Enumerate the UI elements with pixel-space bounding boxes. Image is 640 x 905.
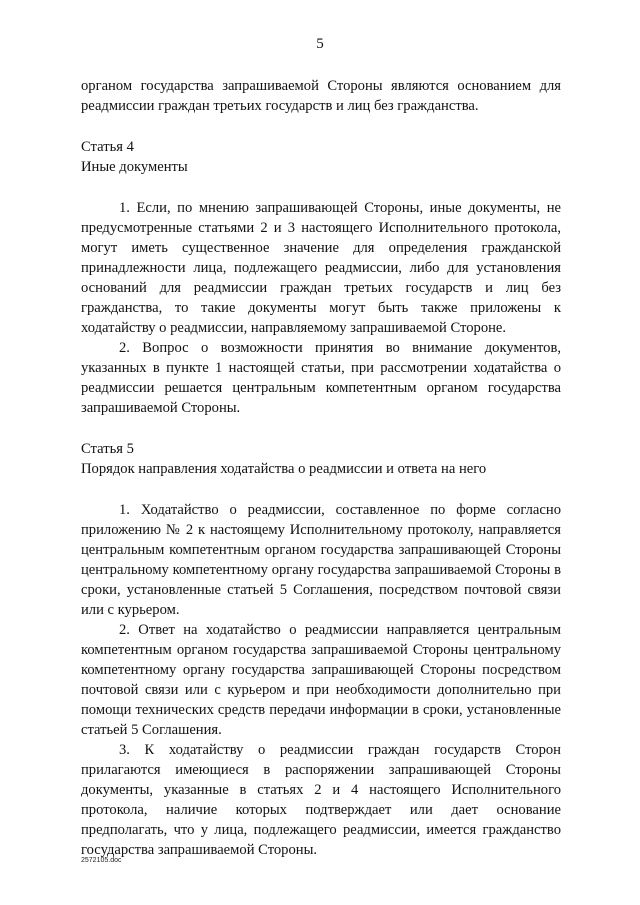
intro-paragraph: органом государства запрашиваемой Стороны являются основанием для реадмиссии граждан третьих государств и лиц без гражданства. (81, 78, 561, 114)
page-number: 5 (316, 36, 324, 52)
document-filename: 2572105.doc (81, 857, 122, 864)
article-5-paragraph-3: 3. К ходатайству о реадмиссии граждан государств Сторон прилагаются имеющиеся в распоряжении запрашивающей Стороны документы, указанные в статьях 2 и 4 настоящего Исполнительного протокола, наличие которых подтверждает или дает основание предполагать, что у лица, подлежащего реадмиссии, имеется гражданство государства запрашиваемой Стороны. (81, 742, 561, 858)
article-5-heading (81, 439, 561, 479)
article-5-number: Статья 5 (81, 441, 134, 457)
article-5-paragraph-1: 1. Ходатайство о реадмиссии, составленное по форме согласно приложению № 2 к настоящему Исполнительному протоколу, направляется центральным компетентным органом государства запрашивающей Стороны центральному компетентному органу государства запрашиваемой Стороны в сроки, установленные статьей 5 Соглашения, посредством почтовой связи или с курьером. (81, 502, 561, 618)
article-4-title: Иные документы (81, 159, 188, 175)
article-5-paragraph-2: 2. Ответ на ходатайство о реадмиссии направляется центральным компетентным органом государства запрашиваемой Стороны центральному компетентному органу государства запрашивающей Стороны посредством почтовой связи или с курьером и при необходимости дополнительно при помощи технических средств передачи информации в сроки, установленные статьей 5 Соглашения. (81, 622, 561, 738)
article-4-paragraph-1: 1. Если, по мнению запрашивающей Стороны, иные документы, не предусмотренные статьями 2 и 3 настоящего Исполнительного протокола, могут иметь существенное значение для определения гражданской принадлежности лица, подлежащего реадмиссии, либо для установления оснований для реадмиссии граждан третьих государств и лиц без гражданства, то такие документы могут быть также приложены к ходатайству о реадмиссии, направляемому запрашиваемой Стороне. (81, 200, 561, 336)
document-body (81, 76, 561, 860)
article-4-paragraph-2: 2. Вопрос о возможности принятия во внимание документов, указанных в пункте 1 настоящей статьи, при рассмотрении ходатайства о реадмиссии решается центральным компетентным органом государства запрашиваемой Стороны. (81, 340, 561, 416)
article-5-title: Порядок направления ходатайства о реадмиссии и ответа на него (81, 461, 487, 477)
article-4-number: Статья 4 (81, 139, 134, 155)
article-4-heading (81, 137, 561, 177)
